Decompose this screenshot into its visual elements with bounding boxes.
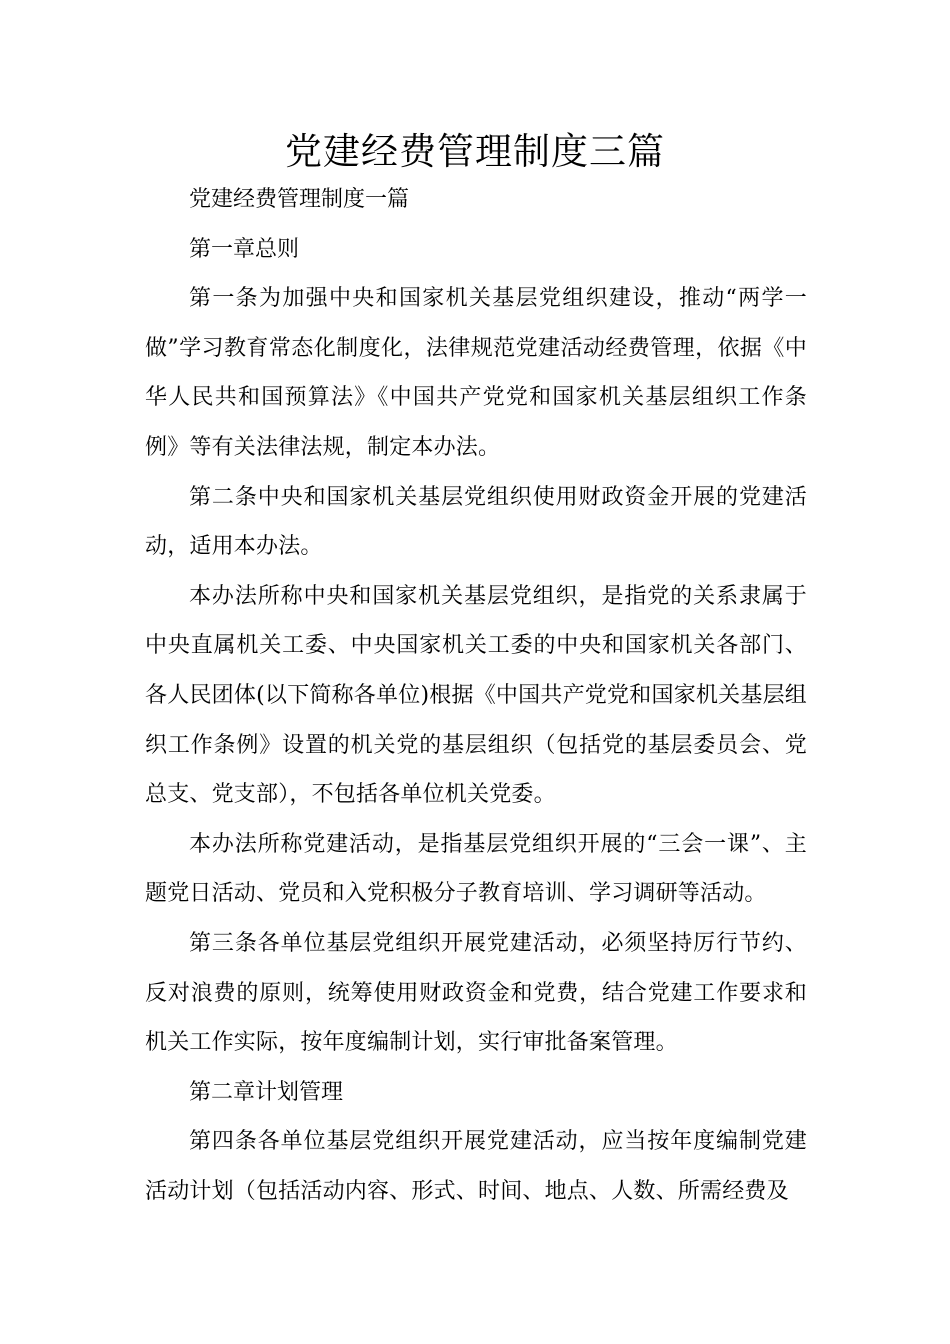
- body-paragraph: 本办法所称党建活动，是指基层党组织开展的“三会一课”、主题党日活动、党员和入党积极分子教育培训、学习调研等活动。: [145, 831, 807, 907]
- chapter-heading: 第二章计划管理: [189, 1079, 344, 1105]
- chapter-heading: 第一章总则: [189, 236, 300, 262]
- body-paragraph: 第二条中央和国家机关基层党组织使用财政资金开展的党建活动，适用本办法。: [145, 484, 807, 560]
- body-paragraph: 第四条各单位基层党组织开展党建活动，应当按年度编制党建活动计划（包括活动内容、形式、时间、地点、人数、所需经费及: [145, 1129, 807, 1204]
- body-paragraph: 第三条各单位基层党组织开展党建活动，必须坚持厉行节约、反对浪费的原则，统筹使用财政资金和党费，结合党建工作要求和机关工作实际，按年度编制计划，实行审批备案管理。: [145, 930, 807, 1056]
- body-paragraph: 本办法所称中央和国家机关基层党组织，是指党的关系隶属于中央直属机关工委、中央国家机关工委的中央和国家机关各部门、各人民团体(以下简称各单位)根据《中国共产党党和国家机关基层组织工作条例》设置的机关党的基层组织（包括党的基层委员会、党总支、党支部），不包括各单位机关党委。: [145, 583, 807, 808]
- body-paragraph: 第一条为加强中央和国家机关基层党组织建设，推动“两学一做”学习教育常态化制度化，法律规范党建活动经费管理，依据《中华人民共和国预算法》《中国共产党党和国家机关基层组织工作条例》等有关法律法规，制定本办法。: [145, 286, 807, 460]
- document-title: 党建经费管理制度三篇: [285, 130, 665, 173]
- section-heading: 党建经费管理制度一篇: [189, 187, 410, 212]
- document-body: [145, 175, 807, 1216]
